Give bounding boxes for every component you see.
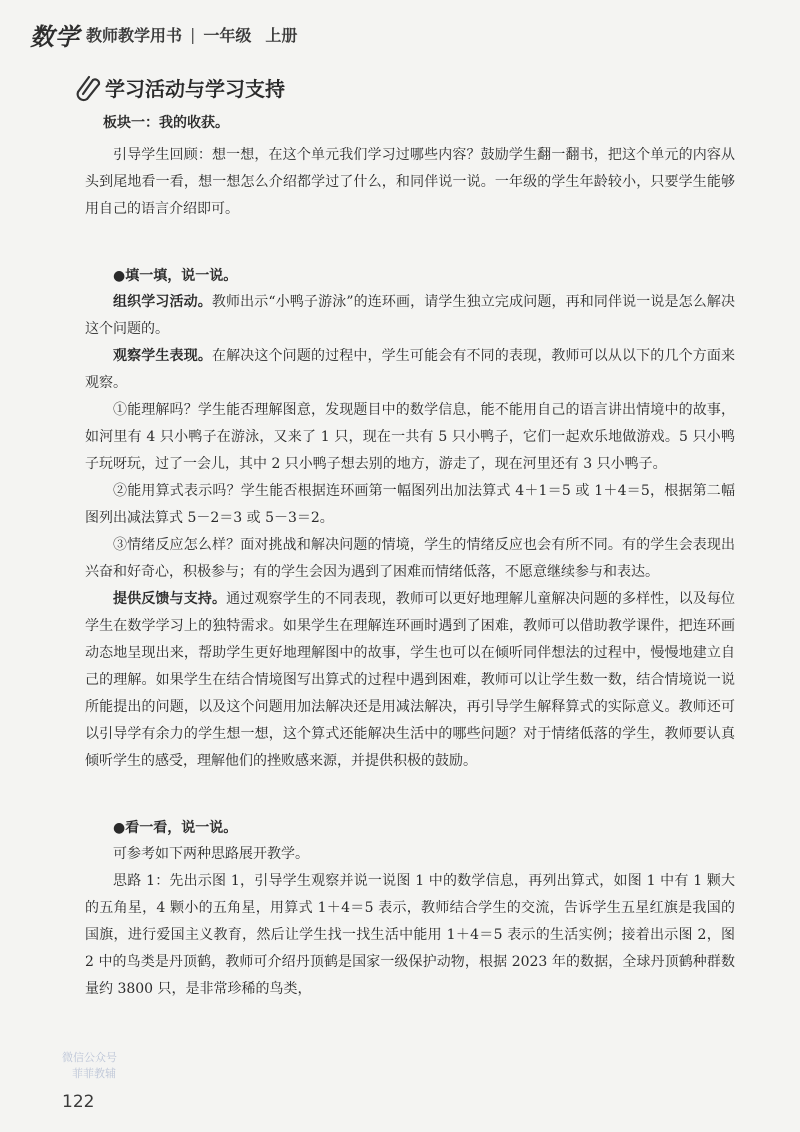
feedback-paragraph <box>85 586 735 775</box>
book-title: 教师教学用书 <box>86 25 183 45</box>
observe-item-2: ②能用算式表示吗？学生能否根据连环画第一幅图列出加法算式 4＋1＝5 或 1＋4＝5，根据第二幅图列出减法算式 5－2＝3 或 5－3＝2。 <box>85 483 735 526</box>
subject-logo: 数学 <box>30 22 80 51</box>
organize-paragraph <box>85 289 735 343</box>
grade: 一年级 <box>203 25 252 45</box>
observe-item-1: ①能理解吗？学生能否理解图意，发现题目中的数学信息，能不能用自己的语言讲出情境中的故事，如河里有 4 只小鸭子在游泳，又来了 1 只，现在一共有 5 只小鸭子，它们一起欢乐地做游戏。5 只小鸭子玩呀玩，过了一会儿，其中 2 只小鸭子想去别的地方，游走了，现在河里还有 3 只小鸭子。 <box>85 402 735 472</box>
section-title <box>75 72 735 102</box>
look-say-intro: 可参考如下两种思路展开教学。 <box>113 846 309 862</box>
observe-item-3: ③情绪反应怎么样？面对挑战和解决问题的情境，学生的情绪反应也会有所不同。有的学生会表现出兴奋和好奇心，积极参与；有的学生会因为遇到了困难而情绪低落，不愿意继续参与和表达。 <box>85 537 735 580</box>
watermark-line-1: 微信公众号 <box>62 1051 117 1064</box>
section-title-text: 学习活动与学习支持 <box>105 76 285 101</box>
organize-text: 教师出示“小鸭子游泳”的连环画，请学生独立完成问题，再和同伴说一说是怎么解决这个问题的。 <box>85 294 736 337</box>
volume: 上册 <box>265 25 298 45</box>
main-content <box>85 72 735 1003</box>
fill-say-heading: ●填一填，说一说。 <box>113 268 238 284</box>
organize-lead: 组织学习活动。 <box>113 294 212 310</box>
grade-label <box>203 23 297 46</box>
observe-lead: 观察学生表现。 <box>113 348 212 364</box>
header-separator: | <box>190 24 196 44</box>
page-number: 122 <box>62 1092 95 1112</box>
feedback-lead: 提供反馈与支持。 <box>113 591 227 607</box>
feedback-text: 通过观察学生的不同表现，教师可以更好地理解儿童解决问题的多样性，以及每位学生在数学学习上的独特需求。如果学生在理解连环画时遇到了困难，教师可以借助教学课件，把连环画动态地呈现出来，帮助学生更好地理解图中的故事，学生也可以在倾听同伴想法的过程中，慢慢地建立自己的理解。如果学生在结合情境图写出算式的过程中遇到困难，教师可以让学生数一数，结合情境说一说所能提出的问题，以及这个问题用加法解决还是用减法解决，再引导学生解释算式的实际意义。教师还可以引导学有余力的学生想一想，这个算式还能解决生活中的哪些问题？对于情绪低落的学生，教师要认真倾听学生的感受，理解他们的挫败感来源，并提供积极的鼓励。 <box>85 591 736 769</box>
paperclip-icon <box>75 72 101 102</box>
observe-paragraph <box>85 343 735 397</box>
watermark-line-2: 菲菲教辅 <box>72 1067 116 1080</box>
block-one-intro: 引导学生回顾：想一想，在这个单元我们学习过哪些内容？鼓励学生翻一翻书，把这个单元的内容从头到尾地看一看，想一想怎么介绍都学过了什么，和同伴说一说。一年级的学生年龄较小，只要学生能够用自己的语言介绍即可。 <box>85 147 735 217</box>
idea-one-paragraph: 思路 1：先出示图 1，引导学生观察并说一说图 1 中的数学信息，再列出算式，如图 1 中有 1 颗大的五角星，4 颗小的五角星，用算式 1＋4＝5 表示，教师结合学生的交流，告诉学生五星红旗是我国的国旗，进行爱国主义教育，然后让学生找一找生活中能用 1＋4＝5 表示的生活实例；接着出示图 2，图 2 中的鸟类是丹顶鹤，教师可介绍丹顶鹤是国家一级保护动物，根据 2023 年的数据，全球丹顶鹤种群数量约 3800 只，是非常珍稀的鸟类， <box>85 873 735 997</box>
observe-text: 在解决这个问题的过程中，学生可能会有不同的表现，教师可以从以下的几个方面来观察。 <box>85 348 736 391</box>
watermark <box>44 1035 164 1091</box>
page-header <box>30 14 770 54</box>
block-one-title: 板块一：我的收获。 <box>103 115 229 131</box>
look-say-heading: ●看一看，说一说。 <box>113 820 238 836</box>
